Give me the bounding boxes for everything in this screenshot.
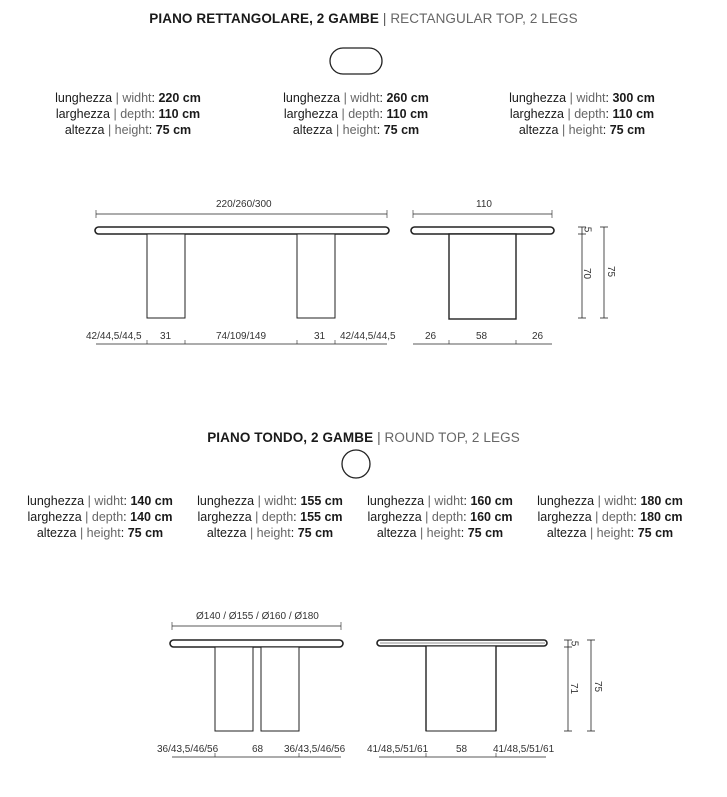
vertical-dim-label: 5	[568, 640, 580, 647]
rounded-rectangle-icon	[330, 48, 382, 74]
section1-title-separator: |	[382, 11, 387, 26]
vertical-dim-label: 71	[568, 682, 580, 695]
spec-block: lunghezza | widht: 220 cm larghezza | depth: 110 cm altezza | height: 75 cm	[55, 91, 201, 137]
spec-block: lunghezza | widht: 140 cm larghezza | depth: 140 cm altezza | height: 75 cm	[27, 494, 173, 540]
vertical-dim-label: 70	[581, 267, 593, 280]
spec-block: lunghezza | widht: 155 cm larghezza | depth: 155 cm altezza | height: 75 cm	[197, 494, 343, 540]
round-side-bottom-dim-label: 58	[456, 744, 468, 755]
vertical-dim-label: 5	[581, 226, 593, 233]
round-table-leg-right	[261, 647, 299, 731]
spec-block: lunghezza | widht: 260 cm larghezza | depth: 110 cm altezza | height: 75 cm	[283, 91, 429, 137]
table-leg-right	[297, 234, 335, 318]
round-table-leg-left	[215, 647, 253, 731]
spec-block: lunghezza | widht: 300 cm larghezza | depth: 110 cm altezza | height: 75 cm	[509, 91, 655, 137]
round-front-bottom-dim-label: 68	[252, 744, 264, 755]
front-bottom-dim-label: 42/44,5/44,5	[340, 331, 396, 342]
round-front-top-dim-label: Ø140 / Ø155 / Ø160 / Ø180	[196, 611, 319, 622]
front-top-dim-label: 220/260/300	[216, 199, 272, 210]
section2-title-en: ROUND TOP, 2 LEGS	[384, 430, 520, 445]
section2-title-separator: |	[377, 430, 381, 445]
section1-title-en: RECTANGULAR TOP, 2 LEGS	[390, 11, 578, 26]
vertical-dim-label: 75	[605, 265, 617, 278]
side-top-dim-label: 110	[476, 199, 492, 210]
section2-title-it: PIANO TONDO, 2 GAMBE	[207, 430, 374, 445]
spec-block: lunghezza | widht: 180 cm larghezza | depth: 180 cm altezza | height: 75 cm	[537, 494, 683, 540]
section1-title-it: PIANO RETTANGOLARE, 2 GAMBE	[149, 11, 379, 26]
round-table-top	[170, 640, 343, 647]
section2-title	[0, 430, 727, 445]
spec-block: lunghezza | widht: 160 cm larghezza | depth: 160 cm altezza | height: 75 cm	[367, 494, 513, 540]
vertical-dim-label: 75	[592, 680, 604, 693]
rect-side-view	[411, 210, 554, 344]
side-bottom-dim-label: 26	[532, 331, 544, 342]
side-table-leg	[449, 234, 516, 319]
round-front-bottom-dim-label: 36/43,5/46/56	[157, 744, 219, 755]
side-table-top	[411, 227, 554, 234]
front-bottom-dim-label: 74/109/149	[216, 331, 267, 342]
front-bottom-dim-label: 31	[160, 331, 172, 342]
round-side-bottom-dim-label: 41/48,5/51/61	[367, 744, 429, 755]
circle-icon	[342, 450, 370, 478]
side-bottom-dim-label: 26	[425, 331, 437, 342]
round-side-table-leg	[426, 646, 496, 731]
table-top	[95, 227, 389, 234]
front-bottom-dim-label: 42/44,5/44,5	[86, 331, 142, 342]
table-leg-left	[147, 234, 185, 318]
side-bottom-dim-label: 58	[476, 331, 488, 342]
front-bottom-dim-label: 31	[314, 331, 326, 342]
rect-front-view	[95, 210, 389, 344]
round-front-bottom-dim-label: 36/43,5/46/56	[284, 744, 346, 755]
round-side-view	[377, 640, 547, 757]
round-front-view	[170, 622, 346, 757]
round-side-bottom-dim-label: 41/48,5/51/61	[493, 744, 555, 755]
